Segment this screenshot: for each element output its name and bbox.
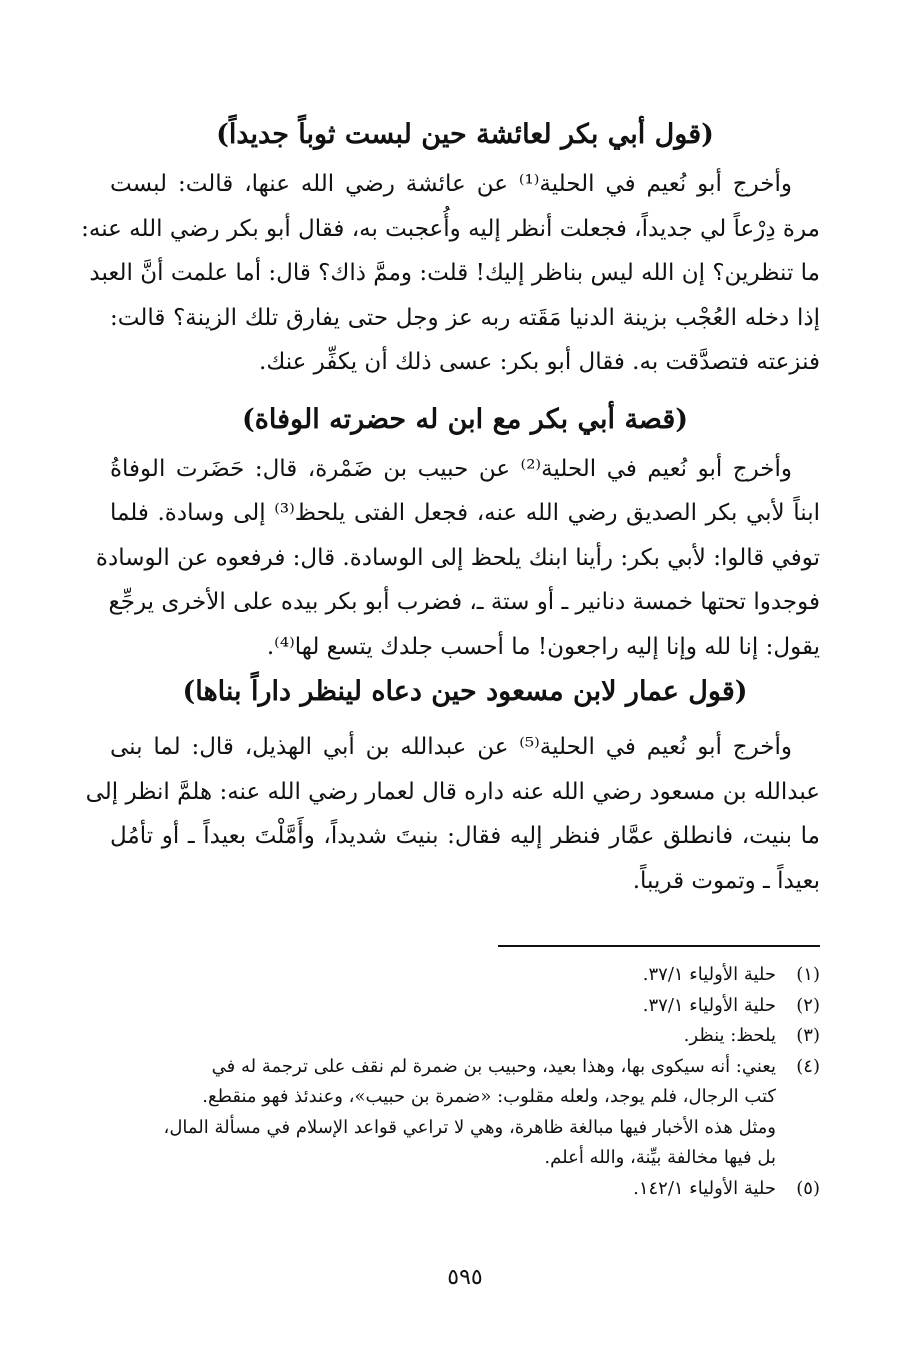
footnote-number: (٣)	[796, 1025, 820, 1046]
footnote-item	[110, 1174, 820, 1205]
book-page	[81, 100, 820, 1340]
footnote-line: بل فيها مخالفة بيِّنة، والله أعلم.	[544, 1147, 776, 1168]
footnote-line: يعني: أنه سيكوى بها، وهذا بعيد، وحبيب بن ضمرة لم نقف على ترجمة له في	[211, 1055, 776, 1077]
text-line: وأخرج أبو نُعيم في الحلية⁽²⁾ عن حبيب بن ضَمْرة، قال: حَضَرت الوفاةُ	[110, 455, 792, 482]
text-line: ما بنيت، فانطلق عمَّار فنظر إليه فقال: بنيتَ شديداً، وأَمَّلْتَ بعيداً ـ أو تأمُل	[110, 823, 820, 849]
section-heading-aisha: (قول أبي بكر لعائشة حين لبست ثوباً جديداً)	[216, 119, 714, 150]
paragraph-ammar	[85, 725, 820, 903]
footnote-item	[110, 1052, 820, 1174]
text-line: فوجدوا تحتها خمسة دنانير ـ أو ستة ـ، فضرب أبو بكر بيده على الأخرى يرجِّع	[108, 589, 820, 615]
text-line: إذا دخله العُجْب بزينة الدنيا مَقَته ربه عز وجل حتى يفارق تلك الزينة؟ قالت:	[110, 304, 820, 331]
paragraph-aisha	[81, 162, 820, 385]
footnote-item	[110, 1021, 820, 1052]
text-line: مرة دِرْعاً لي جديداً، فجعلت أنظر إليه وأُعجبت به، فقال أبو بكر رضي الله عنه:	[81, 215, 820, 242]
footnotes	[110, 960, 820, 1204]
footnote-text: حلية الأولياء ٣٧/١.	[642, 964, 776, 985]
footnote-number: (٥)	[796, 1177, 820, 1199]
footnote-item	[110, 991, 820, 1022]
text-line: عبدالله بن مسعود رضي الله عنه داره قال لعمار رضي الله عنه: هلمَّ انظر إلى	[85, 778, 820, 805]
footnote-separator	[498, 945, 820, 947]
page-number: ٥٩٥	[447, 1265, 483, 1290]
footnote-line: ومثل هذه الأخبار فيها مبالغة ظاهرة، وهي لا تراعي قواعد الإسلام في مسألة المال،	[163, 1116, 776, 1138]
text-line: وأخرج أبو نُعيم في الحلية⁽⁵⁾ عن عبدالله بن أبي الهذيل، قال: لما بنى	[110, 734, 792, 760]
section-heading-son-death: (قصة أبي بكر مع ابن له حضرته الوفاة)	[241, 403, 689, 435]
footnote-text: يلحظ: ينظر.	[683, 1025, 776, 1046]
footnote-line: كتب الرجال، فلم يوجد، ولعله مقلوب: «ضمرة بن حبيب»، وعندئذ فهو منقطع.	[202, 1086, 776, 1107]
section-heading-ammar: (قول عمار لابن مسعود حين دعاه لينظر داراً بناها)	[182, 676, 748, 707]
footnote-number: (١)	[796, 964, 820, 985]
text-line: بعيداً ـ وتموت قريباً.	[632, 867, 820, 894]
text-line: يقول: إنا لله وإنا إليه راجعون! ما أحسب جلدك يتسع لها⁽⁴⁾.	[266, 633, 820, 660]
footnote-text: حلية الأولياء ٣٧/١.	[642, 994, 776, 1016]
text-line: ما تنظرين؟ إن الله ليس بناظر إليك! قلت: وممَّ ذاك؟ قال: أما علمت أنَّ العبد	[89, 260, 820, 286]
text-line: وأخرج أبو نُعيم في الحلية⁽¹⁾ عن عائشة رضي الله عنها، قالت: لبست	[110, 171, 792, 197]
footnote-number: (٤)	[796, 1055, 820, 1077]
footnote-number: (٢)	[796, 994, 820, 1016]
text-line: توفي قالوا: لأبي بكر: رأينا ابنك يلحظ إلى الوسادة. قال: فرفعوه عن الوسادة	[95, 544, 820, 571]
text-line: ابناً لأبي بكر الصديق رضي الله عنه، فجعل الفتى يلحظ⁽³⁾ إلى وسادة. فلما	[110, 500, 820, 526]
footnote-text: حلية الأولياء ١٤٢/١.	[633, 1177, 776, 1199]
footnote-text	[110, 1052, 776, 1174]
footnote-item	[110, 960, 820, 991]
text-line: فنزعته فتصدَّقت به. فقال أبو بكر: عسى ذلك أن يكفِّر عنك.	[259, 349, 820, 375]
paragraph-son-death	[95, 447, 820, 670]
